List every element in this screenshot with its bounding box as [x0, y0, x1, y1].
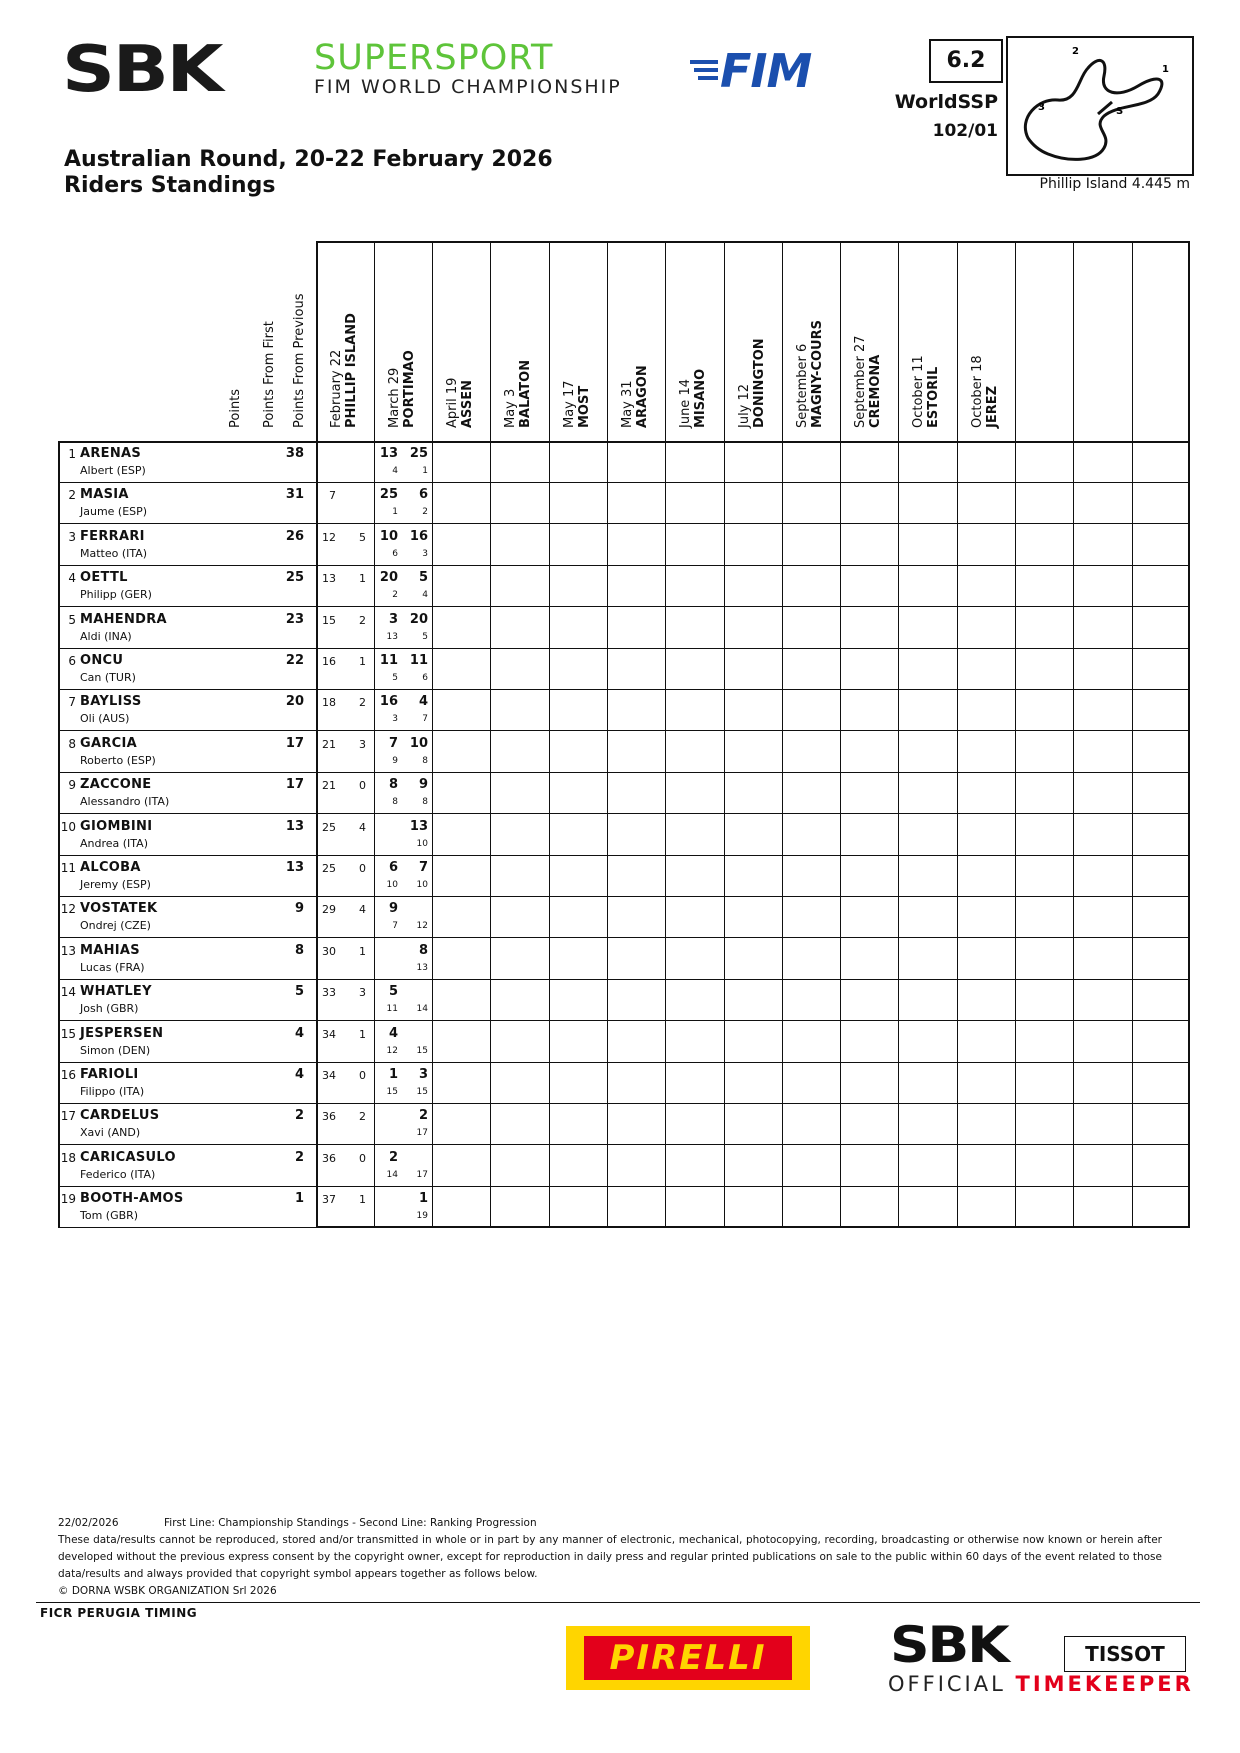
rider-name-nation: Aldi (INA) [80, 629, 132, 643]
corner-1-label: 1 [1162, 64, 1169, 75]
sbk-timekeeper-logo: SBK [890, 1616, 1008, 1674]
race2-points: 16 [409, 528, 428, 544]
rider-surname: ZACCONE [80, 777, 152, 793]
points-from-first: 16 [322, 655, 336, 668]
rider-name-nation: Simon (DEN) [80, 1043, 151, 1057]
points-from-previous: 1 [359, 1193, 366, 1207]
rider-surname: MAHENDRA [80, 611, 167, 627]
table-row [58, 1103, 1190, 1145]
rider-name-nation: Lucas (FRA) [80, 960, 145, 974]
race1-points: 9 [388, 901, 398, 917]
points-from-previous: 4 [359, 820, 366, 834]
rider-name-nation: Filippo (ITA) [80, 1085, 145, 1098]
rider-name-nation: Federico (ITA) [80, 1167, 156, 1181]
rider-points: 13 [285, 818, 304, 834]
footer-legend: First Line: Championship Standings - Second Line: Ranking Progression [164, 1517, 537, 1529]
rider-position: 4 [68, 571, 76, 586]
page-subtitle: Riders Standings [64, 173, 276, 198]
rider-name-nation: Roberto (ESP) [80, 753, 156, 767]
rider-surname: CARICASULO [80, 1149, 176, 1165]
round-venue: ASSEN [460, 380, 475, 428]
rider-position: 15 [60, 1026, 76, 1041]
race2-ranking: 7 [422, 714, 428, 725]
race1-ranking: 8 [392, 797, 398, 808]
points-from-first: 18 [322, 696, 336, 710]
race2-points: 6 [418, 487, 428, 503]
col-header-points-from-previous: Points From Previous [292, 293, 307, 428]
points-from-first: 34 [322, 1027, 336, 1041]
points-from-first: 36 [322, 1151, 336, 1165]
race2-ranking: 6 [422, 673, 428, 683]
race2-ranking: 8 [422, 797, 428, 808]
race2-points: 4 [418, 694, 428, 710]
track-length-label: Phillip Island 4.445 m [1039, 176, 1190, 192]
race1-points: 7 [388, 735, 398, 751]
race1-ranking: 11 [386, 1004, 398, 1015]
race2-ranking: 15 [416, 1045, 428, 1056]
race2-points: 1 [418, 1191, 428, 1207]
rider-surname: ARENAS [80, 446, 142, 461]
race2-ranking: 10 [416, 880, 428, 890]
rider-name-nation: Philipp (GER) [80, 588, 152, 602]
round-date: May 17 [562, 380, 577, 428]
table-row [58, 482, 1190, 524]
round-date: May 3 [503, 388, 518, 428]
round-venue: MISANO [693, 368, 708, 428]
race2-points: 11 [409, 653, 428, 668]
official-timekeeper-text [888, 1672, 1194, 1696]
supersport-logo-text: SUPERSPORT [314, 38, 554, 78]
round-date: March 29 [387, 367, 402, 428]
col-header-points-from-first: Points From First [262, 321, 277, 428]
rider-points: 1 [294, 1191, 304, 1207]
points-from-previous: 1 [359, 572, 366, 586]
rider-position: 10 [60, 819, 76, 834]
race2-ranking: 17 [416, 1169, 428, 1180]
points-from-first: 21 [322, 737, 336, 751]
rider-position: 17 [60, 1109, 76, 1124]
points-from-previous: 3 [359, 986, 366, 1000]
table-row [58, 565, 1190, 607]
points-from-previous: 3 [359, 737, 366, 751]
rider-surname: VOSTATEK [80, 901, 158, 917]
round-date: October 11 [911, 355, 926, 428]
race1-points: 8 [388, 777, 398, 793]
rider-position: 3 [68, 529, 76, 544]
table-row [58, 731, 1190, 773]
rider-points: 4 [294, 1025, 304, 1041]
round-venue: CREMONA [868, 354, 883, 428]
race2-points: 25 [409, 446, 428, 461]
round-venue: DONINGTON [752, 338, 767, 428]
race2-points: 7 [418, 860, 428, 875]
race2-ranking: 10 [416, 838, 428, 849]
round-date: April 19 [445, 377, 460, 428]
race1-ranking: 13 [386, 631, 398, 642]
document-code: 102/01 [932, 121, 998, 141]
table-row [58, 689, 1190, 731]
rider-points: 22 [285, 653, 304, 668]
race2-points: 5 [418, 570, 428, 586]
rider-position: 9 [68, 778, 76, 793]
rider-name-nation: Ondrej (CZE) [80, 919, 151, 933]
points-from-previous: 1 [359, 944, 366, 958]
fim-world-championship-text: FIM WORLD CHAMPIONSHIP [314, 76, 622, 98]
race1-ranking: 7 [392, 921, 398, 932]
rider-name-nation: Can (TUR) [80, 671, 136, 684]
race2-points: 13 [409, 818, 428, 834]
table-row [58, 896, 1190, 938]
ficr-timing-logo: FICR PERUGIA TIMING [40, 1606, 198, 1620]
table-row [58, 648, 1190, 690]
rider-surname: MASIA [80, 487, 129, 503]
points-from-previous: 2 [359, 613, 366, 627]
race1-points: 10 [379, 528, 398, 544]
race1-ranking: 5 [392, 673, 398, 683]
page-title: Australian Round, 20-22 February 2026 [64, 147, 553, 172]
sbk-logo: SBK [62, 33, 222, 107]
rider-position: 2 [68, 488, 76, 503]
points-from-first: 33 [322, 986, 336, 1000]
document-number: 6.2 [929, 39, 1003, 83]
points-from-previous: 0 [359, 1151, 366, 1165]
col-header-points: Points [228, 388, 243, 428]
fim-stripes-icon [690, 58, 720, 88]
round-venue: MAGNY-COURS [810, 320, 825, 428]
timekeeper-word: TIMEKEEPER [1015, 1672, 1194, 1696]
race2-ranking: 17 [416, 1128, 428, 1139]
points-from-first: 34 [322, 1069, 336, 1082]
points-from-previous: 0 [359, 779, 366, 793]
rider-points: 38 [285, 446, 304, 461]
rider-name-nation: Matteo (ITA) [80, 546, 148, 560]
race2-ranking: 12 [416, 921, 428, 932]
rider-name-nation: Josh (GBR) [80, 1002, 139, 1016]
race1-points: 5 [388, 984, 398, 1000]
points-from-previous: 1 [359, 655, 366, 668]
points-from-previous: 5 [359, 530, 366, 544]
points-from-first: 25 [322, 820, 336, 834]
round-venue: MOST [577, 385, 592, 428]
points-from-previous: 0 [359, 862, 366, 875]
race2-ranking: 1 [422, 466, 428, 476]
race1-ranking: 1 [392, 507, 398, 518]
rider-position: 8 [68, 736, 76, 751]
table-row [58, 524, 1190, 566]
race1-points: 20 [379, 570, 398, 586]
race2-ranking: 3 [422, 548, 428, 559]
round-venue: ESTORIL [926, 366, 941, 428]
rider-points: 8 [294, 942, 304, 958]
race1-points: 4 [388, 1025, 398, 1041]
race2-ranking: 13 [416, 962, 428, 973]
rider-points: 17 [285, 777, 304, 793]
round-date: June 14 [678, 379, 693, 428]
points-from-first: 7 [329, 489, 336, 503]
race2-points: 3 [418, 1067, 428, 1082]
table-row [58, 1186, 1190, 1228]
rider-points: 26 [285, 528, 304, 544]
fim-logo: FIM [720, 44, 812, 98]
race1-ranking: 6 [392, 548, 398, 559]
rider-points: 23 [285, 611, 304, 627]
rider-name-nation: Jeremy (ESP) [80, 878, 151, 891]
race1-ranking: 15 [386, 1087, 398, 1097]
rider-name-nation: Andrea (ITA) [80, 836, 148, 850]
rider-position: 7 [68, 695, 76, 710]
race2-ranking: 19 [416, 1211, 428, 1222]
race1-points: 25 [379, 487, 398, 503]
rider-surname: CARDELUS [80, 1108, 160, 1124]
race1-points: 2 [388, 1149, 398, 1165]
race1-points: 16 [379, 694, 398, 710]
rider-name-nation: Jaume (ESP) [80, 505, 148, 519]
rider-surname: ALCOBA [80, 860, 141, 875]
points-from-previous: 1 [359, 1027, 366, 1041]
rider-surname: GARCIA [80, 735, 137, 751]
race2-ranking: 15 [416, 1087, 428, 1097]
rider-surname: MAHIAS [80, 942, 140, 958]
race1-points: 1 [388, 1067, 398, 1082]
pirelli-logo [566, 1626, 810, 1690]
rider-position: 18 [60, 1150, 76, 1165]
points-from-first: 12 [322, 530, 336, 544]
rider-position: 19 [60, 1192, 76, 1207]
rider-name-nation: Xavi (AND) [80, 1126, 141, 1140]
rider-name-nation: Alessandro (ITA) [80, 795, 170, 809]
round-date: May 31 [620, 380, 635, 428]
points-from-first: 30 [322, 944, 336, 958]
race2-ranking: 2 [422, 507, 428, 518]
rider-name-nation: Albert (ESP) [80, 464, 146, 477]
track-layout-icon [1008, 38, 1192, 174]
points-from-first: 36 [322, 1110, 336, 1124]
race2-ranking: 14 [416, 1004, 428, 1015]
rider-position: 6 [68, 654, 76, 668]
race1-ranking: 2 [392, 590, 398, 601]
race1-ranking: 4 [392, 466, 398, 476]
race2-points: 9 [418, 777, 428, 793]
race1-points: 13 [379, 446, 398, 461]
table-row [58, 979, 1190, 1021]
rider-surname: OETTL [80, 570, 128, 586]
table-row [58, 441, 1190, 483]
race1-ranking: 12 [386, 1045, 398, 1056]
rider-points: 20 [285, 694, 304, 710]
rider-surname: GIOMBINI [80, 818, 153, 834]
race1-points: 3 [388, 611, 398, 627]
race1-ranking: 3 [392, 714, 398, 725]
points-from-first: 13 [322, 572, 336, 586]
rider-position: 14 [60, 985, 76, 1000]
round-venue: PORTIMAO [402, 350, 417, 428]
rider-position: 16 [60, 1068, 76, 1082]
rider-points: 9 [294, 901, 304, 917]
points-from-previous: 2 [359, 1110, 366, 1124]
table-row [58, 772, 1190, 814]
rider-points: 17 [285, 735, 304, 751]
rider-surname: ONCU [80, 653, 124, 668]
race2-ranking: 5 [422, 631, 428, 642]
rider-position: 11 [60, 861, 76, 875]
round-date: October 18 [970, 355, 985, 428]
rider-position: 12 [60, 902, 76, 917]
corner-2-label: 2 [1072, 46, 1079, 57]
rider-points: 4 [294, 1067, 304, 1082]
tissot-logo: TISSOT [1064, 1636, 1186, 1672]
rider-surname: BOOTH-AMOS [80, 1191, 184, 1207]
table-row [58, 1062, 1190, 1104]
race2-points: 8 [418, 942, 428, 958]
rider-points: 13 [285, 860, 304, 875]
table-row [58, 607, 1190, 649]
race1-ranking: 10 [386, 880, 398, 890]
rider-surname: WHATLEY [80, 984, 152, 1000]
points-from-first: 37 [322, 1193, 336, 1207]
footer-divider [36, 1602, 1200, 1603]
rider-position: 13 [60, 943, 76, 958]
round-venue: BALATON [518, 359, 533, 428]
race2-points: 2 [418, 1108, 428, 1124]
table-row [58, 1021, 1190, 1063]
rider-name-nation: Tom (GBR) [80, 1209, 139, 1223]
round-venue: ARAGON [635, 365, 650, 428]
table-row [58, 814, 1190, 856]
points-from-first: 29 [322, 903, 336, 917]
round-venue: PHILLIP ISLAND [344, 313, 359, 428]
category-label: WorldSSP [894, 91, 998, 113]
table-row [58, 938, 1190, 980]
official-word: OFFICIAL [888, 1672, 1006, 1696]
footer-date: 22/02/2026 [58, 1517, 119, 1529]
points-from-first: 15 [322, 613, 336, 627]
rider-surname: FARIOLI [80, 1067, 139, 1082]
points-from-first: 21 [322, 779, 336, 793]
rider-points: 2 [294, 1149, 304, 1165]
rider-position: 1 [68, 447, 76, 461]
rider-points: 2 [294, 1108, 304, 1124]
round-date: September 27 [853, 335, 868, 428]
race1-ranking: 9 [392, 755, 398, 766]
sector-s-label: S [1116, 106, 1124, 117]
track-map [1006, 36, 1194, 176]
points-from-previous: 4 [359, 903, 366, 917]
race2-ranking: 8 [422, 755, 428, 766]
rider-surname: BAYLISS [80, 694, 142, 710]
points-from-previous: 0 [359, 1069, 366, 1082]
points-from-first: 25 [322, 862, 336, 875]
rider-surname: JESPERSEN [80, 1025, 164, 1041]
round-date: July 12 [737, 383, 752, 428]
corner-3-label: 3 [1038, 102, 1045, 113]
race2-points: 10 [409, 735, 428, 751]
race1-ranking: 14 [386, 1169, 398, 1180]
pirelli-logo-text: PIRELLI [584, 1636, 792, 1680]
table-row [58, 855, 1190, 897]
table-row [58, 1145, 1190, 1187]
race2-ranking: 4 [422, 590, 428, 601]
round-venue: JEREZ [985, 385, 1000, 428]
rider-points: 31 [285, 487, 304, 503]
round-date: February 22 [329, 349, 344, 428]
rider-position: 5 [68, 612, 76, 627]
copyright-notice: © DORNA WSBK ORGANIZATION Srl 2026 [58, 1585, 277, 1597]
race1-points: 6 [388, 860, 398, 875]
race1-points: 11 [379, 653, 398, 668]
copyright-disclaimer: These data/results cannot be reproduced, stored and/or transmitted in whole or in part by any manner of electronic, mechanical, photocopying, recording, broadcasting or otherwise now known or herein after developed without the previous express consent by the copyright owner, except for reproduction in daily press and regular printed publications on sale to the public within 60 days of the event related to those data/results and always provided that copyright symbol appears together as follows below. [58, 1534, 1162, 1581]
rider-points: 5 [294, 984, 304, 1000]
rider-points: 25 [285, 570, 304, 586]
round-date: September 6 [795, 343, 810, 428]
points-from-previous: 2 [359, 696, 366, 710]
rider-surname: FERRARI [80, 528, 145, 544]
rider-name-nation: Oli (AUS) [80, 712, 130, 726]
race2-points: 20 [409, 611, 428, 627]
